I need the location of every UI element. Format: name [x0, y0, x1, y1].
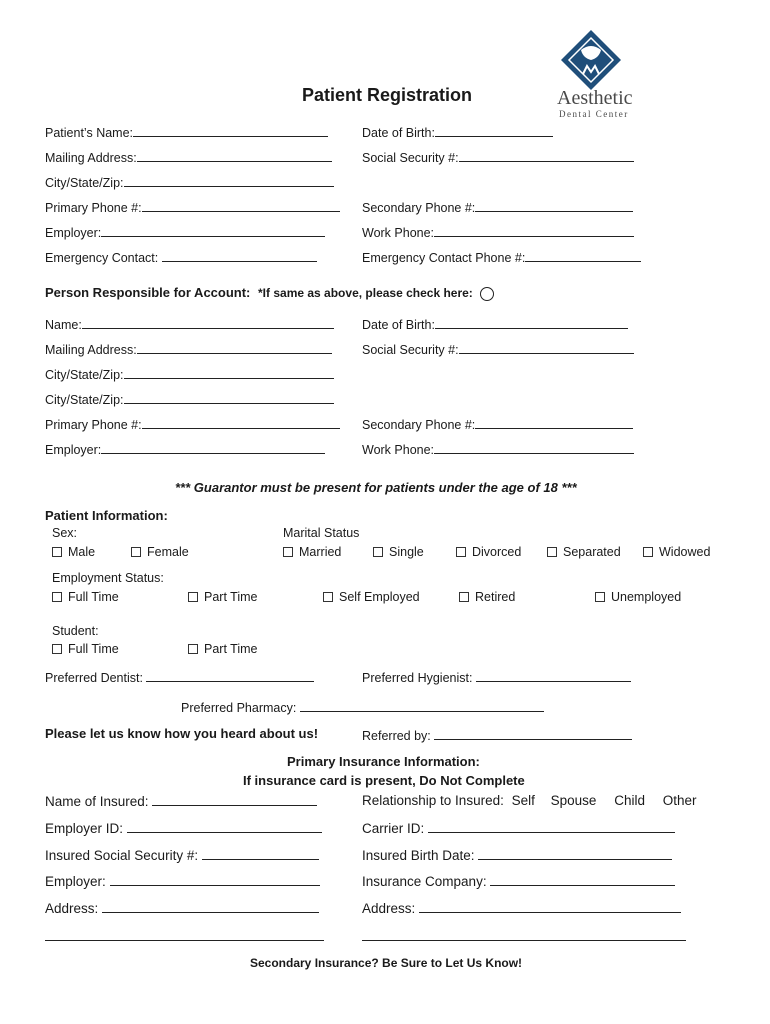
same-as-above-note: *If same as above, please check here:	[258, 286, 473, 300]
patient-mailing-field[interactable]	[45, 149, 332, 165]
student-full-time-option[interactable]	[52, 642, 119, 656]
relationship-spouse[interactable]: Spouse	[550, 793, 597, 808]
resp-ssn-field[interactable]	[362, 341, 634, 357]
patient-city-label: City/State/Zip:	[45, 176, 124, 190]
male-checkbox[interactable]	[52, 547, 62, 557]
patient-info-heading: Patient Information:	[45, 508, 168, 523]
name-insured-label: Name of Insured:	[45, 794, 149, 809]
marital-separated-option[interactable]	[547, 545, 621, 559]
patient-emergency-field[interactable]	[45, 249, 317, 265]
insurance-address-label-1: Address:	[45, 901, 99, 916]
divorced-checkbox[interactable]	[456, 547, 466, 557]
emp-unemployed-label: Unemployed	[611, 590, 682, 604]
resp-city-field-2[interactable]	[45, 391, 334, 407]
logo-subtitle: Dental Center	[559, 109, 629, 119]
patient-dob-label: Date of Birth:	[362, 126, 435, 140]
emp-unemployed-option[interactable]	[595, 590, 681, 604]
emp-full-time-option[interactable]	[52, 590, 119, 604]
resp-primary-phone-field[interactable]	[45, 416, 340, 432]
logo	[558, 28, 638, 92]
referred-by-label: Referred by:	[362, 729, 431, 743]
employer-id-label: Employer ID:	[45, 821, 124, 836]
logo-mark-icon	[559, 28, 623, 92]
student-part-time-checkbox[interactable]	[188, 644, 198, 654]
single-label: Single	[389, 545, 424, 559]
patient-primary-phone-field[interactable]	[45, 199, 340, 215]
resp-city-label-1: City/State/Zip:	[45, 368, 124, 382]
carrier-id-label: Carrier ID:	[362, 821, 425, 836]
patient-name-field[interactable]	[45, 124, 328, 140]
emp-part-time-label: Part Time	[204, 590, 258, 604]
resp-city-label-2: City/State/Zip:	[45, 393, 124, 407]
emp-part-time-checkbox[interactable]	[188, 592, 198, 602]
patient-emergency-phone-label: Emergency Contact Phone #:	[362, 251, 526, 265]
resp-dob-field[interactable]	[362, 316, 628, 332]
emp-retired-checkbox[interactable]	[459, 592, 469, 602]
heard-about-us: Please let us know how you heard about us!	[45, 726, 319, 741]
insured-dob-label: Insured Birth Date:	[362, 848, 475, 863]
resp-employer-field[interactable]	[45, 441, 325, 457]
emp-unemployed-checkbox[interactable]	[595, 592, 605, 602]
marital-married-option[interactable]	[283, 545, 341, 559]
patient-city-field[interactable]	[45, 174, 334, 190]
address-line-left[interactable]	[45, 940, 324, 941]
preferred-pharmacy-field[interactable]	[181, 699, 544, 715]
student-part-time-option[interactable]	[188, 642, 258, 656]
insurance-employer-field[interactable]	[45, 873, 320, 889]
relationship-child[interactable]: Child	[614, 793, 645, 808]
responsible-heading: Person Responsible for Account:	[45, 285, 251, 300]
resp-secondary-phone-field[interactable]	[362, 416, 633, 432]
emp-retired-option[interactable]	[459, 590, 515, 604]
patient-name-label: Patient’s Name:	[45, 126, 134, 140]
preferred-hygienist-field[interactable]	[362, 669, 631, 685]
patient-work-phone-field[interactable]	[362, 224, 634, 240]
sex-female-option[interactable]	[131, 545, 189, 559]
insured-dob-field[interactable]	[362, 847, 672, 863]
patient-ssn-label: Social Security #:	[362, 151, 459, 165]
address-line-right[interactable]	[362, 940, 686, 941]
insurance-address-field-2[interactable]	[362, 900, 681, 916]
married-checkbox[interactable]	[283, 547, 293, 557]
employment-label: Employment Status:	[52, 571, 164, 585]
patient-emergency-label: Emergency Contact:	[45, 251, 159, 265]
patient-dob-field[interactable]	[362, 124, 553, 140]
single-checkbox[interactable]	[373, 547, 383, 557]
insured-ssn-field[interactable]	[45, 847, 319, 863]
resp-ssn-label: Social Security #:	[362, 343, 459, 357]
same-as-above-radio[interactable]	[480, 287, 494, 301]
patient-work-phone-label: Work Phone:	[362, 226, 435, 240]
carrier-id-field[interactable]	[362, 820, 675, 836]
patient-employer-label: Employer:	[45, 226, 102, 240]
marital-single-option[interactable]	[373, 545, 424, 559]
resp-name-field[interactable]	[45, 316, 334, 332]
emp-retired-label: Retired	[475, 590, 516, 604]
emp-full-time-label: Full Time	[68, 590, 119, 604]
married-label: Married	[299, 545, 342, 559]
student-part-time-label: Part Time	[204, 642, 258, 656]
student-label: Student:	[52, 624, 99, 638]
insurance-company-label: Insurance Company:	[362, 874, 487, 889]
resp-secondary-phone-label: Secondary Phone #:	[362, 418, 476, 432]
insurance-address-label-2: Address:	[362, 901, 416, 916]
resp-dob-label: Date of Birth:	[362, 318, 435, 332]
employer-id-field[interactable]	[45, 820, 322, 836]
resp-work-phone-label: Work Phone:	[362, 443, 435, 457]
preferred-dentist-label: Preferred Dentist:	[45, 671, 143, 685]
relationship-row	[362, 793, 697, 808]
insured-ssn-label: Insured Social Security #:	[45, 848, 199, 863]
secondary-insurance-note: Secondary Insurance? Be Sure to Let Us Know!	[250, 956, 523, 970]
patient-emergency-phone-field[interactable]	[362, 249, 641, 265]
logo-name: Aesthetic	[557, 87, 633, 109]
marital-divorced-option[interactable]	[456, 545, 521, 559]
relationship-self[interactable]: Self	[511, 793, 535, 808]
patient-mailing-label: Mailing Address:	[45, 151, 137, 165]
student-full-time-checkbox[interactable]	[52, 644, 62, 654]
relationship-other[interactable]: Other	[662, 793, 697, 808]
resp-employer-label: Employer:	[45, 443, 102, 457]
insurance-company-field[interactable]	[362, 873, 675, 889]
resp-mailing-label: Mailing Address:	[45, 343, 137, 357]
insurance-heading: Primary Insurance Information:	[287, 754, 480, 769]
responsible-heading-row	[45, 285, 494, 301]
page-title: Patient Registration	[302, 85, 473, 105]
marital-widowed-option[interactable]	[643, 545, 710, 559]
preferred-hygienist-label: Preferred Hygienist:	[362, 671, 473, 685]
female-label: Female	[147, 545, 189, 559]
resp-mailing-field[interactable]	[45, 341, 332, 357]
emp-full-time-checkbox[interactable]	[52, 592, 62, 602]
guarantor-note: *** Guarantor must be present for patients under the age of 18 ***	[175, 480, 577, 495]
emp-self-employed-checkbox[interactable]	[323, 592, 333, 602]
divorced-label: Divorced	[472, 545, 522, 559]
resp-work-phone-field[interactable]	[362, 441, 634, 457]
resp-city-field-1[interactable]	[45, 366, 334, 382]
preferred-dentist-field[interactable]	[45, 669, 314, 685]
sex-male-option[interactable]	[52, 545, 95, 559]
separated-label: Separated	[563, 545, 621, 559]
sex-label: Sex:	[52, 526, 78, 540]
female-checkbox[interactable]	[131, 547, 141, 557]
name-insured-field[interactable]	[45, 793, 317, 809]
resp-primary-phone-label: Primary Phone #:	[45, 418, 142, 432]
widowed-checkbox[interactable]	[643, 547, 653, 557]
emp-part-time-option[interactable]	[188, 590, 258, 604]
insurance-note: If insurance card is present, Do Not Complete	[243, 773, 525, 788]
preferred-pharmacy-label: Preferred Pharmacy:	[181, 701, 297, 715]
separated-checkbox[interactable]	[547, 547, 557, 557]
emp-self-employed-label: Self Employed	[339, 590, 420, 604]
student-full-time-label: Full Time	[68, 642, 119, 656]
patient-primary-phone-label: Primary Phone #:	[45, 201, 142, 215]
insurance-address-field-1[interactable]	[45, 900, 319, 916]
referred-by-field[interactable]	[362, 727, 632, 743]
widowed-label: Widowed	[659, 545, 711, 559]
patient-secondary-phone-label: Secondary Phone #:	[362, 201, 476, 215]
relationship-label: Relationship to Insured:	[362, 793, 504, 808]
marital-label: Marital Status	[283, 526, 360, 540]
patient-employer-field[interactable]	[45, 224, 325, 240]
male-label: Male	[68, 545, 96, 559]
resp-name-label: Name:	[45, 318, 82, 332]
emp-self-employed-option[interactable]	[323, 590, 420, 604]
patient-ssn-field[interactable]	[362, 149, 634, 165]
patient-secondary-phone-field[interactable]	[362, 199, 633, 215]
insurance-employer-label: Employer:	[45, 874, 106, 889]
